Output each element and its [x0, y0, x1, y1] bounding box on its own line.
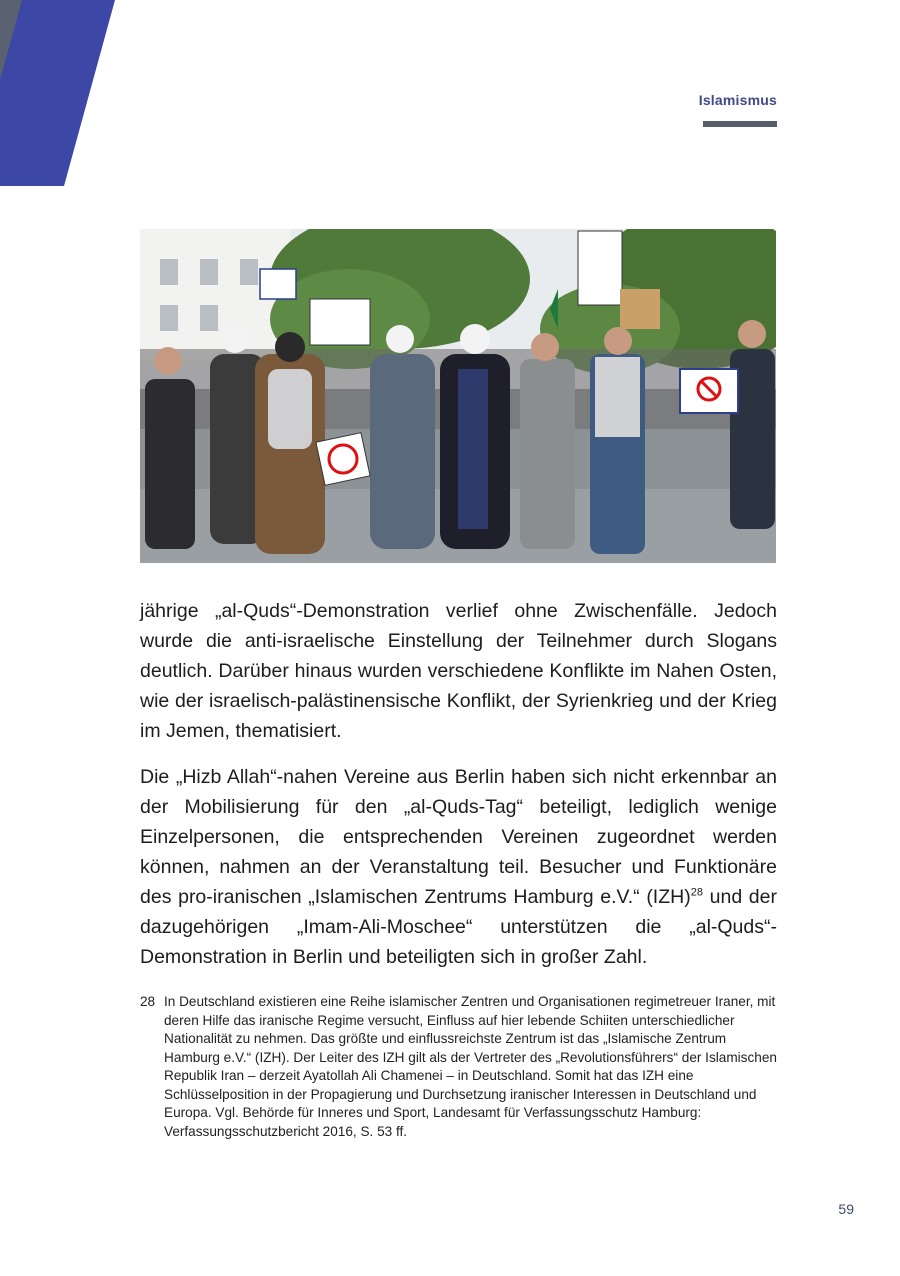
- paragraph-1: jährige „al-Quds“-Demonstration verlief ohne Zwischenfälle. Jedoch wurde die anti-israelische Einstellung der Teilnehmer durch Slogans deutlich. Darüber hinaus wurden verschiedene Konflikte im Nahen Osten, wie der israelisch-palästinensische Konflikt, der Syrienkrieg und der Krieg im Jemen, thematisiert.: [140, 600, 777, 742]
- page-number: 59: [838, 1201, 854, 1217]
- footnote-ref[interactable]: 28: [690, 886, 703, 899]
- corner-decoration: [0, 0, 120, 186]
- footnote-number: 28: [140, 994, 156, 1009]
- paragraph-2-part-a: Die „Hizb Allah“-nahen Vereine aus Berlin haben sich nicht erkennbar an der Mobilisierung für den „al-Quds-Tag“ beteiligt, lediglich wenige Einzelpersonen, die entsprechenden Vereinen zugeordnet werden können, nahmen an der Veranstaltung teil. Besucher und Funktionäre des pro-iranischen „Islamischen Zentrums Hamburg e.V.“ (IZH): [140, 766, 777, 908]
- footnote: [140, 993, 780, 1141]
- photo-illustration: [140, 229, 776, 563]
- paragraph-2: [140, 762, 777, 972]
- section-label: Islamismus: [698, 92, 777, 108]
- paragraph-2-part-b: und der dazugehörigen „Imam-Ali-Moschee“ unterstützen die „al-Quds“-Demonstration in Berlin und beteiligten sich in großer Zahl.: [140, 886, 777, 968]
- demonstration-photo: [140, 229, 776, 563]
- section-rule: [703, 121, 777, 127]
- body-text: [140, 596, 777, 988]
- footnote-text: In Deutschland existieren eine Reihe islamischer Zentren und Organisationen regimetreuer Iraner, mit deren Hilfe das iranische Regime versucht, Einfluss auf hier lebende Schiiten unterschiedlicher Nationalität zu nehmen. Das größte und einflussreichste Zentrum ist das „Islamische Zentrum Hamburg e.V.“ (IZH). Der Leiter des IZH gilt als der Vertreter des „Revolutionsführers“ der Islamischen Republik Iran – derzeit Ayatollah Ali Chamenei – in Deutschland. Somit hat das IZH eine Schlüsselposition in der Propagierung und Durchsetzung iranischer Interessen in Deutschland und Europa. Vgl. Behörde für Inneres und Sport, Landesamt für Verfassungsschutz Hamburg: Verfassungsschutzbericht 2016, S. 53 ff.: [164, 994, 777, 1139]
